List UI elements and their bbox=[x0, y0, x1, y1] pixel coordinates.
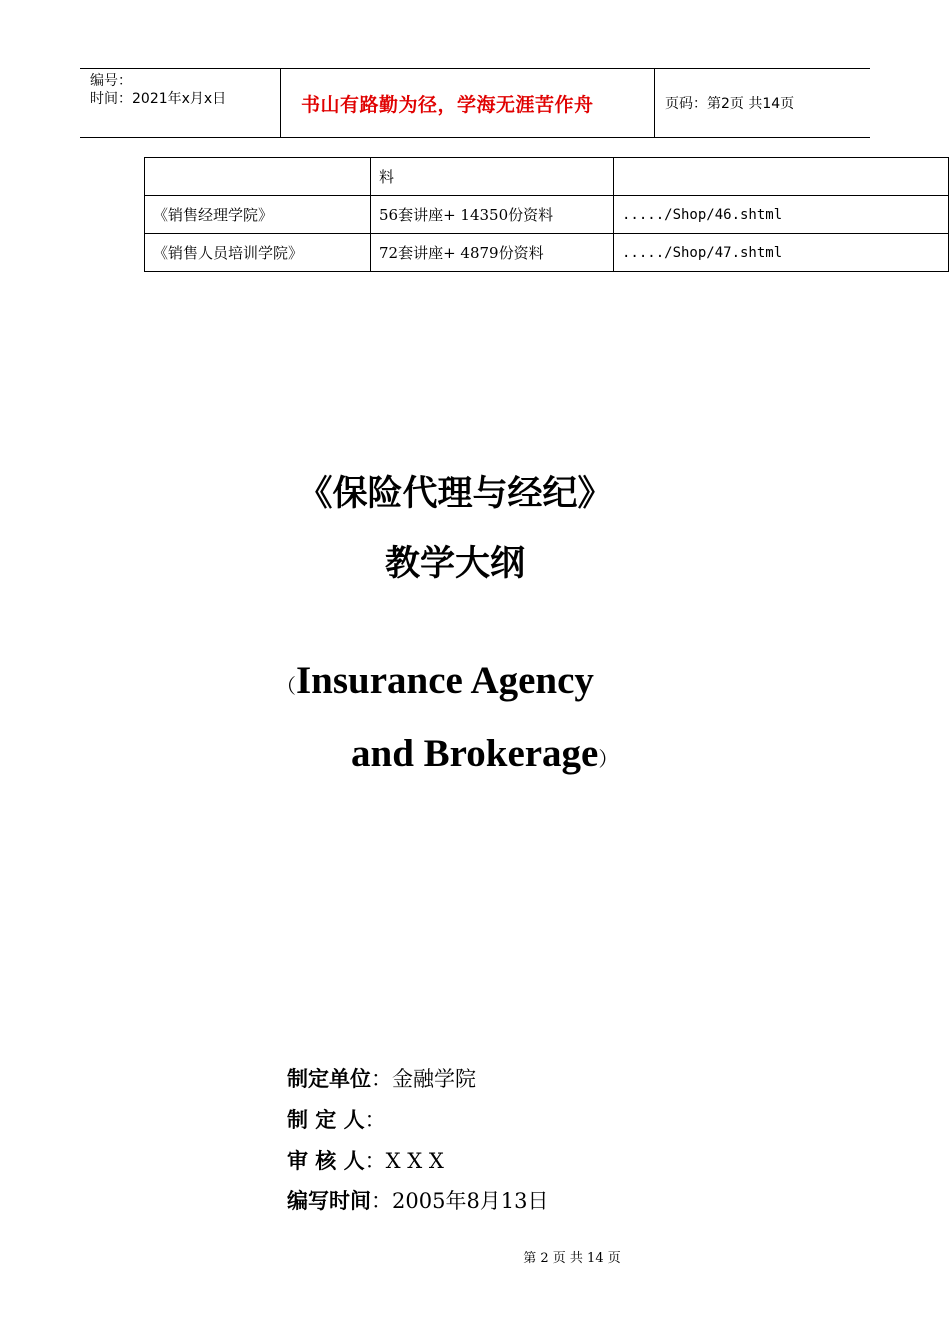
info-date bbox=[287, 1185, 549, 1215]
unit-label: 制定单位 bbox=[287, 1067, 371, 1091]
time-label: 时间：2021年x月x日 bbox=[90, 91, 227, 107]
date-label: 编写时间 bbox=[287, 1189, 371, 1213]
close-paren: ） bbox=[598, 749, 619, 771]
header-page-cell bbox=[655, 69, 870, 137]
info-unit bbox=[287, 1063, 476, 1093]
author-colon: ： bbox=[364, 1108, 386, 1132]
motto-text: 书山有路勤为径，学海无涯苦作舟 bbox=[301, 93, 594, 116]
header-motto-cell bbox=[281, 69, 655, 137]
author-label: 制 定 人 bbox=[287, 1108, 365, 1132]
code-label: 编号： bbox=[90, 73, 132, 89]
reviewer-value: X X X bbox=[385, 1149, 444, 1173]
resource-table bbox=[144, 157, 949, 272]
resource-detail-cell: 72套讲座+ 4879份资料 bbox=[371, 234, 614, 272]
resource-name-cell: 《销售经理学院》 bbox=[145, 196, 371, 234]
date-colon: ： bbox=[371, 1189, 392, 1213]
open-paren: （ bbox=[276, 676, 296, 698]
english-title-text1: Insurance Agency bbox=[296, 659, 594, 702]
reviewer-colon: ： bbox=[364, 1149, 386, 1173]
resource-link-cell[interactable]: ...../Shop/47.shtml bbox=[614, 234, 949, 272]
document-subtitle: 教学大纲 bbox=[384, 544, 525, 584]
document-header bbox=[80, 68, 870, 138]
unit-colon: ： bbox=[371, 1067, 392, 1091]
page-info: 页码：第2页 共14页 bbox=[665, 96, 795, 112]
english-title-text2: and Brokerage bbox=[351, 732, 599, 775]
reviewer-label: 审 核 人 bbox=[287, 1149, 365, 1173]
unit-value: 金融学院 bbox=[392, 1067, 476, 1091]
info-author bbox=[287, 1104, 386, 1134]
resource-name-cell bbox=[145, 158, 371, 196]
table-row bbox=[145, 158, 949, 196]
header-meta-cell bbox=[80, 69, 281, 137]
resource-name-cell: 《销售人员培训学院》 bbox=[145, 234, 371, 272]
english-title-line1 bbox=[276, 658, 594, 703]
resource-link-cell[interactable]: ...../Shop/46.shtml bbox=[614, 196, 949, 234]
page-footer: 第 2 页 共 14 页 bbox=[523, 1251, 621, 1266]
date-value: 2005年8月13日 bbox=[392, 1189, 549, 1213]
table-row bbox=[145, 234, 949, 272]
resource-link-cell bbox=[614, 158, 949, 196]
table-row bbox=[145, 196, 949, 234]
resource-detail-cell: 料 bbox=[371, 158, 614, 196]
document-title: 《保险代理与经纪》 bbox=[297, 474, 613, 514]
english-title-line2 bbox=[351, 731, 618, 776]
resource-detail-cell: 56套讲座+ 14350份资料 bbox=[371, 196, 614, 234]
info-reviewer bbox=[287, 1145, 444, 1175]
